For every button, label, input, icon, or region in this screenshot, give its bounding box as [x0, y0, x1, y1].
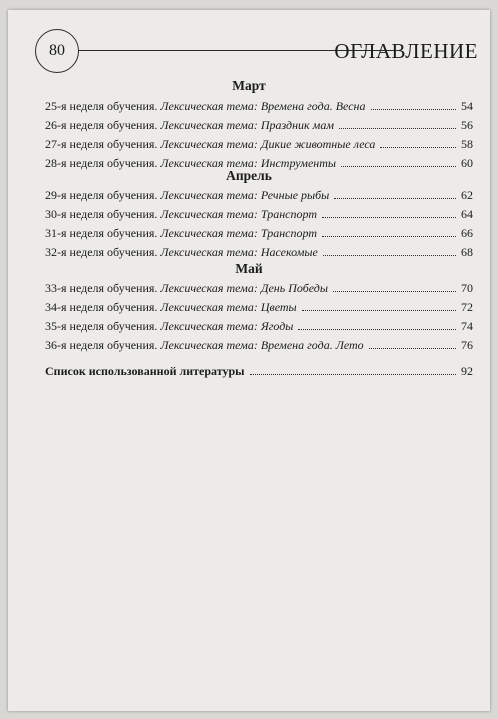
page: [8, 10, 490, 711]
toc-entry[interactable]: [45, 226, 473, 242]
toc-entry-bibliography[interactable]: [45, 364, 473, 380]
entry-week: 34-я неделя обучения.: [45, 300, 158, 314]
entry-topic: Транспорт: [260, 207, 317, 221]
leader-dots: [334, 189, 456, 199]
leader-dots: [322, 208, 456, 218]
leader-dots: [371, 100, 457, 110]
toc-entry[interactable]: [45, 319, 473, 335]
toc-entry[interactable]: [45, 188, 473, 204]
entry-page: 74: [461, 319, 473, 333]
entry-week: 26-я неделя обучения.: [45, 118, 158, 132]
leader-dots: [250, 365, 457, 375]
entry-page: 54: [461, 99, 473, 113]
entry-topic-label: Лексическая тема:: [160, 156, 258, 170]
entry-topic-label: Лексическая тема:: [160, 226, 258, 240]
entry-topic-label: Лексическая тема:: [160, 207, 258, 221]
leader-dots: [298, 320, 456, 330]
entry-topic: Насекомые: [260, 245, 318, 259]
leader-dots: [323, 246, 456, 256]
leader-dots: [339, 119, 456, 129]
entry-topic: Цветы: [260, 300, 297, 314]
entry-topic: Транспорт: [260, 226, 317, 240]
entry-page: 62: [461, 188, 473, 202]
entry-topic: Времена года. Весна: [260, 99, 366, 113]
entry-page: 72: [461, 300, 473, 314]
entry-page: 58: [461, 137, 473, 151]
entry-topic: Ягоды: [260, 319, 294, 333]
leader-dots: [322, 227, 456, 237]
entry-page: 92: [461, 364, 473, 378]
page-title: ОГЛАВЛЕНИЕ: [334, 39, 478, 63]
entry-topic: Речные рыбы: [260, 188, 330, 202]
toc-entry[interactable]: [45, 245, 473, 261]
toc-entry[interactable]: [45, 99, 473, 115]
entry-page: 56: [461, 118, 473, 132]
leader-dots: [333, 282, 456, 292]
entry-topic-label: Лексическая тема:: [160, 188, 258, 202]
entry-topic: Инструменты: [260, 156, 337, 170]
entry-page: 60: [461, 156, 473, 170]
entry-page: 70: [461, 281, 473, 295]
entry-topic-label: Лексическая тема:: [160, 118, 258, 132]
entry-topic-label: Лексическая тема:: [160, 338, 258, 352]
entry-topic-label: Лексическая тема:: [160, 300, 258, 314]
entry-page: 64: [461, 207, 473, 221]
entry-topic-label: Лексическая тема:: [160, 319, 258, 333]
toc-entry[interactable]: [45, 338, 473, 354]
toc-entry[interactable]: [45, 300, 473, 316]
entry-topic: Времена года. Лето: [260, 338, 364, 352]
leader-dots: [341, 157, 456, 167]
page-number: 80: [35, 29, 79, 73]
leader-dots: [380, 138, 456, 148]
entry-label: Список использованной литературы: [45, 364, 245, 378]
entry-page: 66: [461, 226, 473, 240]
entry-topic: День Победы: [260, 281, 328, 295]
entry-page: 68: [461, 245, 473, 259]
toc-entry[interactable]: [45, 281, 473, 297]
section-heading-april: Апрель: [226, 168, 272, 183]
entry-week: 33-я неделя обучения.: [45, 281, 158, 295]
entry-week: 35-я неделя обучения.: [45, 319, 158, 333]
leader-dots: [302, 301, 456, 311]
entry-week: 36-я неделя обучения.: [45, 338, 158, 352]
entry-topic: Праздник мам: [260, 118, 334, 132]
entry-page: 76: [461, 338, 473, 352]
toc-entry[interactable]: [45, 118, 473, 134]
entry-topic-label: Лексическая тема:: [160, 137, 258, 151]
toc-entry[interactable]: [45, 207, 473, 223]
entry-topic-label: Лексическая тема:: [160, 245, 258, 259]
entry-topic: Дикие животные леса: [260, 137, 376, 151]
entry-topic-label: Лексическая тема:: [160, 281, 258, 295]
entry-week: 25-я неделя обучения.: [45, 99, 158, 113]
entry-week: 30-я неделя обучения.: [45, 207, 158, 221]
leader-dots: [369, 339, 456, 349]
entry-week: 29-я неделя обучения.: [45, 188, 158, 202]
entry-week: 28-я неделя обучения.: [45, 156, 158, 170]
section-heading-may: Май: [235, 261, 263, 276]
entry-week: 27-я неделя обучения.: [45, 137, 158, 151]
toc-entry[interactable]: [45, 137, 473, 153]
entry-topic-label: Лексическая тема:: [160, 99, 258, 113]
entry-week: 32-я неделя обучения.: [45, 245, 158, 259]
section-heading-march: Март: [232, 78, 266, 93]
entry-week: 31-я неделя обучения.: [45, 226, 158, 240]
